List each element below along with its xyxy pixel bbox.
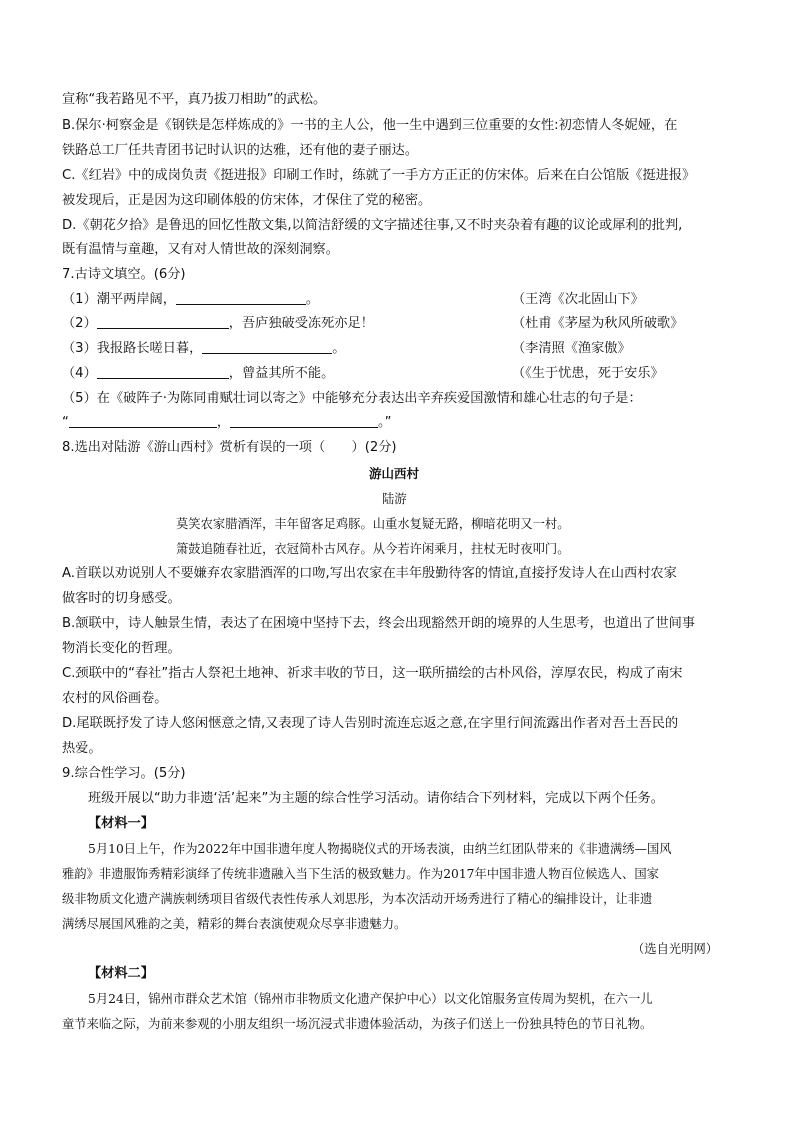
answer-blank[interactable] xyxy=(176,290,306,305)
q7-item-3-prefix: （3）我报路长嗟日暮， xyxy=(62,341,203,356)
q7-item-3-source: （李清照《渔家傲》 xyxy=(512,341,631,356)
poem-author: 陆游 xyxy=(382,492,407,506)
close-quote: 。” xyxy=(378,415,392,430)
q7-heading: 7.古诗文填空。(6分) xyxy=(62,267,186,282)
material-2-line1: 5月24日，锦州市群众艺术馆（锦州市非物质文化遗产保护中心）以文化馆服务宣传周为契机，在六一儿 xyxy=(88,992,653,1006)
q8-option-c-line1: C.颈联中的“春社”指古人祭祀土地神、祈求丰收的节日，这一联所描绘的古朴风俗，淳厚农民，构成了南宋 xyxy=(62,666,683,681)
answer-blank[interactable] xyxy=(230,413,378,428)
q6-option-c-line2: 被发现后，正是因为这印刷体般的仿宋体，才保住了党的秘密。 xyxy=(62,193,432,208)
material-2-label: 【材料二】 xyxy=(88,966,154,981)
q8-option-a-line1: A.首联以劝说别人不要嫌弃农家腊酒浑的口吻,写出农家在丰年殷勤待客的情谊,直接抒发诗人在山西村农家 xyxy=(62,566,677,581)
q8-option-d-line1: D.尾联既抒发了诗人悠闲惬意之情,又表现了诗人告别时流连忘返之意,在字里行间流露出作者对吾土吾民的 xyxy=(62,716,679,731)
q7-item-2-prefix: （2） xyxy=(62,316,97,331)
material-1-line1: 5月10日上午，作为2022年中国非遗年度人物揭晓仪式的开场表演，由纳兰红团队带来的《非遗满绣—国风 xyxy=(88,842,672,856)
poem-line-2: 箫鼓追随春社近，衣冠简朴古风存。从今若许闲乘月，拄杖无时夜叩门。 xyxy=(176,542,570,556)
answer-blank[interactable] xyxy=(97,314,229,329)
material-1-source: （选自光明网） xyxy=(632,942,719,956)
q8-option-a-line2: 做客时的切身感受。 xyxy=(62,591,181,606)
answer-blank[interactable] xyxy=(97,364,229,379)
q7-item-4-prefix: （4） xyxy=(62,366,97,381)
q9-heading: 9.综合性学习。(5分) xyxy=(62,766,186,781)
q7-item-2-suffix: ，吾庐独破受冻死亦足！ xyxy=(228,316,374,331)
answer-blank[interactable] xyxy=(202,339,332,354)
material-2-line2: 童节来临之际，为前来参观的小朋友组织一场沉浸式非遗体验活动，为孩子们送上一份独具特色的节日礼物。 xyxy=(62,1017,653,1031)
q9-intro: 班级开展以“助力非遗‘活’起来”为主题的综合性学习活动。请你结合下列材料，完成以下两个任务。 xyxy=(88,791,664,806)
poem-line-1: 莫笑农家腊酒浑，丰年留客足鸡豚。山重水复疑无路，柳暗花明又一村。 xyxy=(176,517,570,531)
q8-option-c-line2: 农村的风俗画卷。 xyxy=(62,691,168,706)
material-1-label: 【材料一】 xyxy=(88,816,154,831)
q6-option-d-line2: 既有温情与童趣，又有对人情世故的深刻洞察。 xyxy=(62,242,339,257)
q7-item-4-source: （《生于忧患，死于安乐》 xyxy=(512,366,664,381)
q7-item-1-source: （王湾《次北固山下》 xyxy=(512,292,644,307)
material-1-line3: 级非物质文化遗产满族刺绣项目省级代表性传承人刘思彤，为本次活动开场秀进行了精心的编排设计，让非遗 xyxy=(62,892,653,906)
q8-option-b-line2: 物消长变化的哲理。 xyxy=(62,641,181,656)
q8-option-d-line2: 热爱。 xyxy=(62,741,102,756)
q7-item-3 xyxy=(62,339,345,359)
q7-item-5: （5）在《破阵子·为陈同甫赋壮词以寄之》中能够充分表达出辛弃疾爱国激情和雄心壮志的句子是： xyxy=(62,391,642,406)
q7-item-5-answer xyxy=(62,413,391,433)
q6-option-a-tail: 宣称“我若路见不平，真乃拔刀相助”的武松。 xyxy=(62,92,327,107)
material-1-line2: 雅韵》非遗服饰秀精彩演绎了传统非遗融入当下生活的极致魅力。作为2017年中国非遗人物百位候选人、国家 xyxy=(62,867,659,881)
open-quote: “ xyxy=(62,415,69,430)
material-1-line4: 满绣尽展国风雅韵之美，精彩的舞台表演使观众尽享非遗魅力。 xyxy=(62,917,407,931)
q8-heading: 8.选出对陆游《游山西村》赏析有误的一项（ ）(2分) xyxy=(62,440,397,455)
q7-item-1 xyxy=(62,290,319,310)
q6-option-c-line1: C.《红岩》中的成岗负责《挺进报》印刷工作时，练就了一手方方正正的仿宋体。后来在白公馆版《挺进报》 xyxy=(62,168,696,183)
q7-item-2 xyxy=(62,314,374,334)
q7-item-1-suffix: 。 xyxy=(305,292,320,307)
q7-item-3-suffix: 。 xyxy=(332,341,346,356)
q7-item-2-source: （杜甫《茅屋为秋风所破歌》 xyxy=(512,316,684,331)
q7-item-1-prefix: （1）潮平两岸阔， xyxy=(62,292,176,307)
q7-item-4-suffix: ，曾益其所不能。 xyxy=(228,366,335,381)
poem-title: 游山西村 xyxy=(369,466,420,481)
comma: ， xyxy=(216,415,231,430)
q6-option-b-line1: B.保尔·柯察金是《钢铁是怎样炼成的》一书的主人公，他一生中遇到三位重要的女性:初恋情人冬妮娅，在 xyxy=(62,118,678,133)
q8-option-b-line1: B.颔联中，诗人触景生情，表达了在困境中坚持下去，终会出现豁然开朗的境界的人生思考，也道出了世间事 xyxy=(62,616,696,631)
q6-option-d-line1: D.《朝花夕拾》是鲁迅的回忆性散文集,以简洁舒缓的文字描述往事,又不时夹杂着有趣的议论或犀利的批判, xyxy=(62,218,683,233)
answer-blank[interactable] xyxy=(69,413,217,428)
q7-item-4 xyxy=(62,364,334,384)
q6-option-b-line2: 铁路总工厂任共青团书记时认识的达雅，还有他的妻子丽达。 xyxy=(62,143,419,158)
